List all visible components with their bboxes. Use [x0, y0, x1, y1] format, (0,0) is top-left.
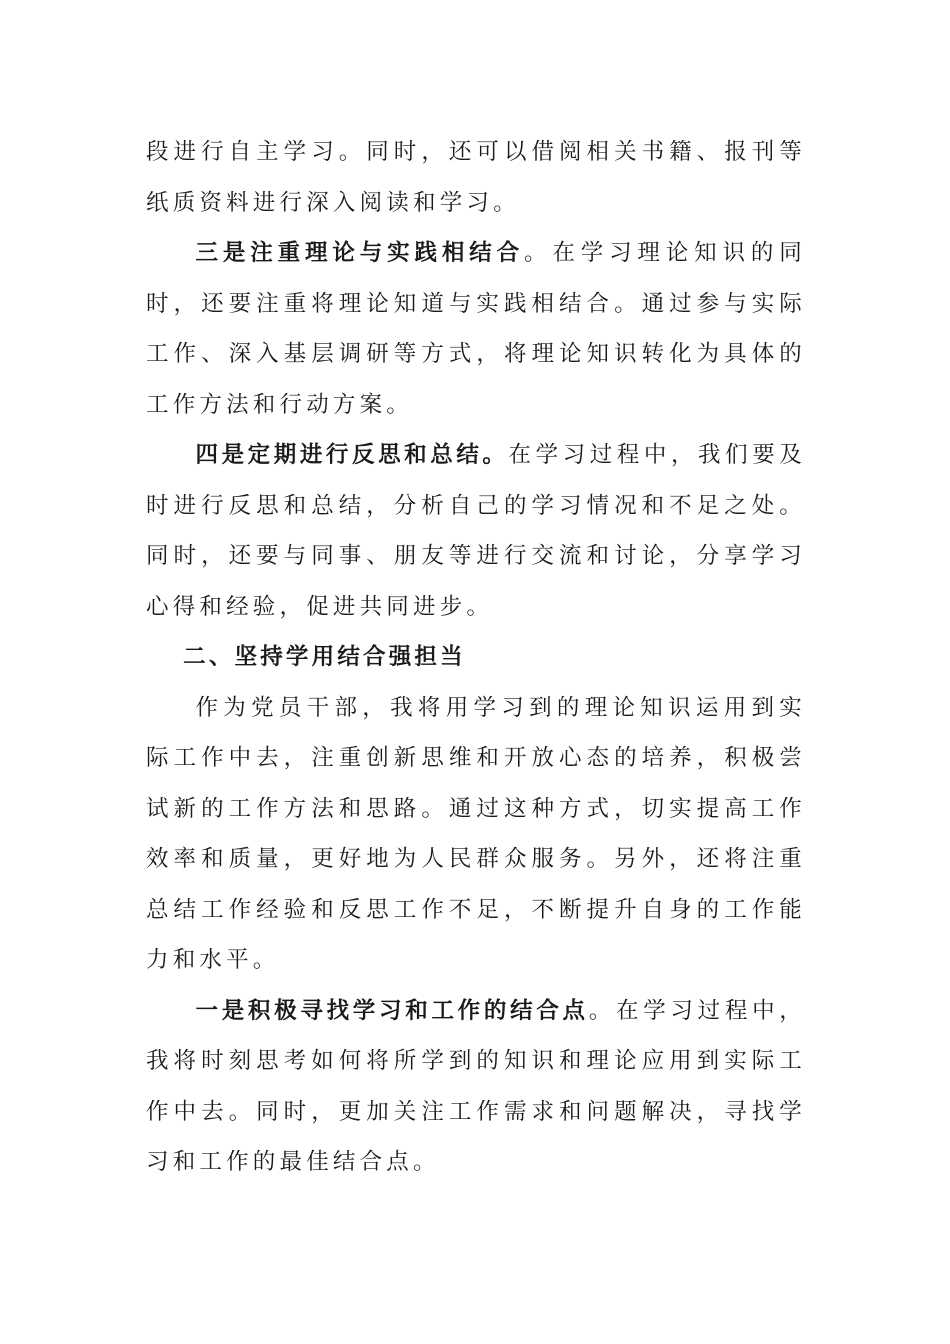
paragraph-continuation: [146, 127, 806, 228]
paragraph-lead: 三是注重理论与实践相结合: [195, 240, 524, 266]
paragraph-lead: 一是积极寻找学习和工作的结合点: [195, 997, 589, 1024]
document-page: [146, 127, 806, 1188]
paragraph-lead: 四是定期进行反思和总结。: [195, 442, 509, 468]
paragraph-theory-practice: [146, 228, 806, 430]
paragraph-text: 在学习过程中，我们要及时进行反思和总结，分析自己的学习情况和不足之处。同时，还要与同事、朋友等进行交流和讨论，分享学习心得和经验，促进共同进步。: [146, 442, 806, 620]
paragraph-reflection: [146, 430, 806, 632]
paragraph-text: 。在学习过程中，我将时刻思考如何将所学到的知识和理论应用到实际工作中去。同时，更加关注工作需求和问题解决，寻找学习和工作的最佳结合点。: [146, 997, 806, 1175]
paragraph-application: [146, 683, 806, 986]
paragraph-text: 。在学习理论知识的同时，还要注重将理论知道与实践相结合。通过参与实际工作、深入基层调研等方式，将理论知识转化为具体的工作方法和行动方案。: [146, 240, 806, 418]
paragraph-text: 段进行自主学习。同时，还可以借阅相关书籍、报刊等纸质资料进行深入阅读和学习。: [146, 139, 806, 216]
paragraph-text: 作为党员干部，我将用学习到的理论知识运用到实际工作中去，注重创新思维和开放心态的培养，积极尝试新的工作方法和思路。通过这种方式，切实提高工作效率和质量，更好地为人民群众服务。另外，还将注重总结工作经验和反思工作不足，不断提升自身的工作能力和水平。: [146, 694, 806, 973]
section-heading: 二、坚持学用结合强担当: [183, 644, 466, 670]
paragraph-combination-point: [146, 986, 806, 1188]
